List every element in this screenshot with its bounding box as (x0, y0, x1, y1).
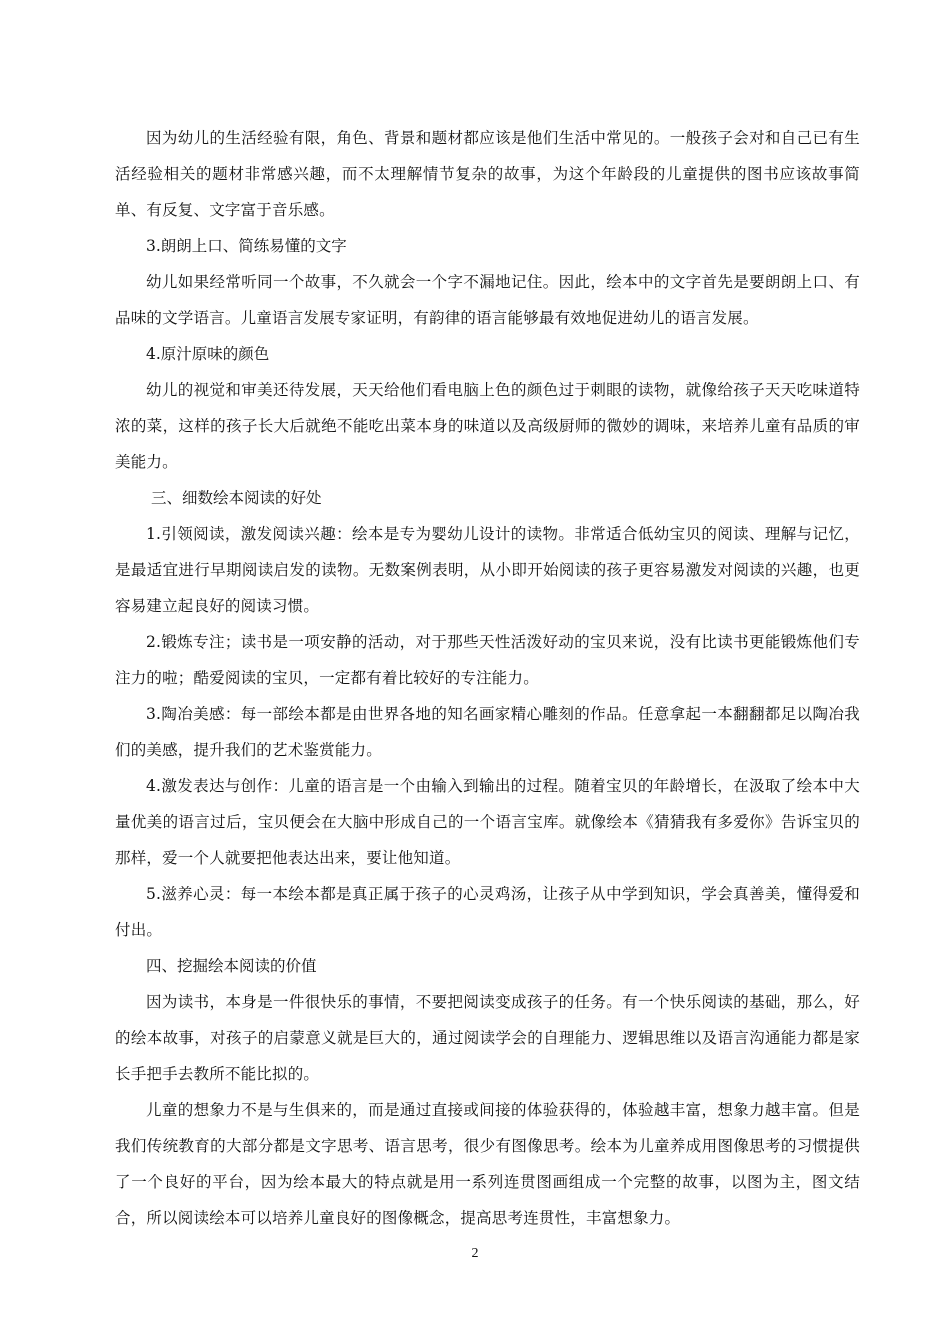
paragraph-catchy-text: 幼儿如果经常听同一个故事，不久就会一个字不漏地记住。因此，绘本中的文字首先是要朗朗上口、有品味的文学语言。儿童语言发展专家证明，有韵律的语言能够最有效地促进幼儿的语言发展。 (115, 273, 860, 327)
subheading-catchy-text: 3.朗朗上口、简练易懂的文字 (146, 237, 347, 255)
paragraph-original-colors: 幼儿的视觉和审美还待发展，天天给他们看电脑上色的颜色过于刺眼的读物，就像给孩子天天吃味道特浓的菜，这样的孩子长大后就绝不能吃出菜本身的味道以及高级厨师的微妙的调味，来培养儿童有品质的审美能力。 (115, 381, 860, 471)
page-number: 2 (471, 1246, 479, 1261)
paragraph-benefit-reading-interest: 1.引领阅读，激发阅读兴趣：绘本是专为婴幼儿设计的读物。非常适合低幼宝贝的阅读、理解与记忆，是最适宜进行早期阅读启发的读物。无数案例表明，从小即开始阅读的孩子更容易激发对阅读的兴趣，也更容易建立起良好的阅读习惯。 (115, 525, 860, 615)
paragraph-benefit-focus: 2.锻炼专注；读书是一项安静的活动，对于那些天性活泼好动的宝贝来说，没有比读书更能锻炼他们专注力的啦；酷爱阅读的宝贝，一定都有着比较好的专注能力。 (115, 633, 860, 687)
section-heading-value: 四、挖掘绘本阅读的价值 (146, 957, 317, 975)
paragraph-benefit-nourish-soul: 5.滋养心灵：每一本绘本都是真正属于孩子的心灵鸡汤，让孩子从中学到知识，学会真善美，懂得爱和付出。 (115, 885, 860, 939)
paragraph-benefit-aesthetics: 3.陶冶美感：每一部绘本都是由世界各地的知名画家精心雕刻的作品。任意拿起一本翻翻都足以陶冶我们的美感，提升我们的艺术鉴赏能力。 (115, 705, 860, 759)
section-heading-benefits: 三、细数绘本阅读的好处 (151, 489, 322, 507)
paragraph-benefit-expression: 4.激发表达与创作：儿童的语言是一个由输入到输出的过程。随着宝贝的年龄增长，在汲取了绘本中大量优美的语言过后，宝贝便会在大脑中形成自己的一个语言宝库。就像绘本《猜猜我有多爱你》告诉宝贝的那样，爱一个人就要把他表达出来，要让他知道。 (115, 777, 860, 867)
subheading-original-colors: 4.原汁原味的颜色 (146, 345, 270, 363)
paragraph-value-happy-reading: 因为读书，本身是一件很快乐的事情，不要把阅读变成孩子的任务。有一个快乐阅读的基础，那么，好的绘本故事，对孩子的启蒙意义就是巨大的，通过阅读学会的自理能力、逻辑思维以及语言沟通能力都是家长手把手去教所不能比拟的。 (115, 993, 860, 1083)
paragraph-value-imagination: 儿童的想象力不是与生俱来的，而是通过直接或间接的体验获得的，体验越丰富，想象力越丰富。但是我们传统教育的大部分都是文字思考、语言思考，很少有图像思考。绘本为儿童养成用图像思考的习惯提供了一个良好的平台，因为绘本最大的特点就是用一系列连贯图画组成一个完整的故事，以图为主，图文结合，所以阅读绘本可以培养儿童良好的图像概念，提高思考连贯性，丰富想象力。 (115, 1101, 860, 1227)
document-body (115, 120, 860, 1236)
paragraph-child-experience: 因为幼儿的生活经验有限，角色、背景和题材都应该是他们生活中常见的。一般孩子会对和自己已有生活经验相关的题材非常感兴趣，而不太理解情节复杂的故事，为这个年龄段的儿童提供的图书应该故事简单、有反复、文字富于音乐感。 (115, 129, 860, 219)
